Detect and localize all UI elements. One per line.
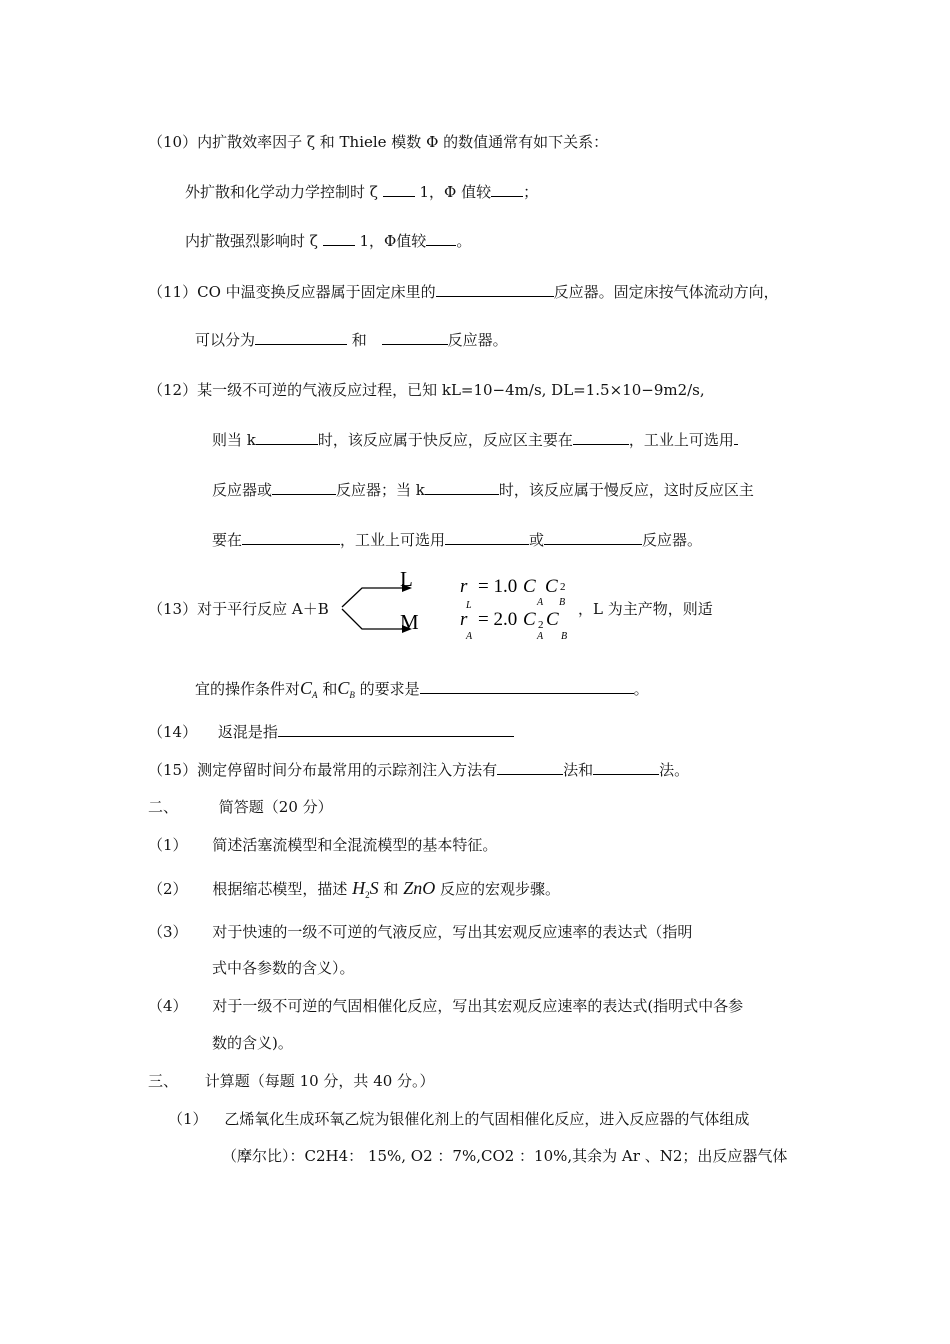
q12-blank-1[interactable]: [256, 430, 318, 445]
svg-text:A: A: [537, 597, 544, 608]
svg-text:= 1.0: = 1.0: [478, 576, 518, 597]
q15-blank-1[interactable]: [497, 760, 563, 775]
q10-blank-3[interactable]: [323, 231, 355, 246]
q12-blank-7[interactable]: [445, 530, 529, 545]
q12-line4-text-d: 反应器。: [642, 531, 703, 549]
product-M: M: [400, 610, 419, 634]
q14-line: [148, 722, 514, 742]
q13-blank[interactable]: [420, 679, 634, 694]
q10-line1: （10）内扩散效率因子 ζ 和 Thiele 模数 Φ 的数值通常有如下关系：: [148, 133, 609, 151]
q13-line2-text-b: 和: [322, 680, 338, 698]
s2-item-2: [148, 878, 560, 905]
q12-line3-text-c: 时，该反应属于慢反应，这时反应区主: [498, 481, 754, 499]
q12-line2: [212, 430, 738, 450]
q11-line1: [148, 282, 779, 302]
s2-item-4-text: 对于一级不可逆的气固相催化反应，写出其宏观反应速率的表达式(指明式中各参: [212, 997, 744, 1015]
q11-blank-2[interactable]: [255, 330, 347, 345]
q12-line1: （12）某一级不可逆的气液反应过程，已知 kL=10−4m/s, DL=1.5×10−9m2/s,: [148, 381, 705, 399]
product-L: L: [400, 568, 413, 591]
s2-item-4-num: （4）: [148, 997, 188, 1015]
section2-num: 二、: [148, 798, 179, 816]
q13-line2-text-d: 。: [633, 680, 649, 698]
s2-item-2-num: （2）: [148, 880, 188, 898]
svg-text:2: 2: [538, 619, 544, 631]
q11-line2-text-c: 反应器。: [447, 331, 508, 349]
s2-item-3: [148, 922, 692, 942]
svg-text:C: C: [523, 609, 536, 630]
s3-item-1-num: （1）: [168, 1110, 208, 1128]
s3-item-1: [168, 1109, 749, 1129]
q11-line2-text-b: 和: [351, 331, 367, 349]
q11-line1-text-b: 反应器。固定床按气体流动方向，: [553, 283, 779, 301]
s2-item-2-text-a: 根据缩芯模型，描述: [212, 880, 348, 898]
q12-blank-8[interactable]: [544, 530, 642, 545]
formula-ZnO: ZnO: [403, 878, 436, 898]
svg-text:C: C: [545, 576, 558, 597]
section2-heading: [148, 797, 333, 817]
q11-line2-text-a: 可以分为: [195, 331, 256, 349]
svg-text:r: r: [460, 576, 468, 597]
q10-line3-text-a: 内扩散强烈影响时 ζ: [185, 232, 318, 250]
q12-line4-text-c: 或: [529, 531, 545, 549]
q10-line2-text-a: 外扩散和化学动力学控制时 ζ: [185, 183, 378, 201]
s2-item-2-text-b: 和: [383, 880, 399, 898]
q13-prefix: （13）对于平行反应 A＋B: [148, 600, 329, 618]
svg-text:2: 2: [560, 581, 566, 593]
s2-item-3-text2: 式中各参数的含义）。: [212, 959, 355, 977]
rate-A-equation: [460, 609, 567, 642]
svg-text:A: A: [466, 631, 473, 642]
svg-text:= 2.0: = 2.0: [478, 609, 518, 630]
s2-item-3-text: 对于快速的一级不可逆的气液反应，写出其宏观反应速率的表达式（指明: [212, 923, 693, 941]
s2-item-2-text-c: 反应的宏观步骤。: [440, 880, 561, 898]
s2-item-3-num: （3）: [148, 923, 188, 941]
s2-item-4: [148, 996, 743, 1016]
q12-blank-6[interactable]: [242, 530, 340, 545]
svg-text:C: C: [523, 576, 536, 597]
q12-blank-4[interactable]: [272, 480, 336, 495]
q12-line4-text-b: ，工业上可选用: [340, 531, 446, 549]
section3-heading: [148, 1071, 435, 1091]
q12-blank-2[interactable]: [573, 430, 629, 445]
q10-blank-2[interactable]: [491, 182, 523, 197]
q10-line2-text-c: ；: [523, 183, 539, 201]
q10-line3-text-b: 1，Φ值较: [359, 232, 427, 250]
q11-line2: [195, 330, 508, 350]
s2-item-1: [148, 835, 497, 855]
s2-item-4-text2: 数的含义)。: [212, 1034, 293, 1052]
q15-text-b: 法和: [563, 761, 594, 779]
section2-title: 简答题（20 分）: [218, 798, 333, 816]
svg-text:r: r: [460, 609, 468, 630]
symbol-CA: $C_A$: [300, 678, 318, 700]
q12-line2-text-a: 则当 k: [212, 431, 256, 449]
formula-H2S: $H_2S$: [352, 878, 379, 900]
q14-blank[interactable]: [278, 722, 514, 737]
s3-item-1-line1: 乙烯氧化生成环氧乙烷为银催化剂上的气固相催化反应，进入反应器的气体组成: [224, 1110, 750, 1128]
q15-text-c: 法。: [659, 761, 690, 779]
q13-line2-text-c: 的要求是: [359, 680, 420, 698]
s2-item-1-text: 简述活塞流模型和全混流模型的基本特征。: [212, 836, 498, 854]
arrow-to-L: [342, 588, 402, 607]
q13-line2: [195, 678, 649, 705]
q10-line2-text-b: 1，Φ 值较: [419, 183, 492, 201]
q12-blank-5[interactable]: [425, 480, 499, 495]
q14-num: （14）: [148, 723, 198, 741]
q12-line3-text-a: 反应器或: [212, 481, 273, 499]
reaction-scheme: [340, 568, 600, 648]
q10-blank-4[interactable]: [426, 231, 456, 246]
q12-line2-text-b: 时，该反应属于快反应，反应区主要在: [317, 431, 573, 449]
q15-blank-2[interactable]: [593, 760, 659, 775]
q13-line2-text-a: 宜的操作条件对: [195, 680, 301, 698]
q10-line3: [185, 231, 471, 251]
symbol-CB: $C_B$: [337, 678, 355, 700]
q11-blank-1[interactable]: [436, 282, 554, 297]
q10-line3-text-c: 。: [456, 232, 472, 250]
q15-text-a: （15）测定停留时间分布最常用的示踪剂注入方法有: [148, 761, 498, 779]
q12-line4: [212, 530, 702, 550]
q14-text: 返混是指: [217, 723, 278, 741]
q13-suffix: ，L 为主产物，则适: [578, 600, 713, 618]
q11-line1-text-a: （11）CO 中温变换反应器属于固定床里的: [148, 283, 436, 301]
q10-line2: [185, 182, 538, 202]
q10-blank-1[interactable]: [383, 182, 415, 197]
svg-text:A: A: [537, 631, 544, 642]
rate-L-equation: [460, 576, 566, 611]
svg-text:B: B: [559, 597, 566, 608]
svg-text:C: C: [546, 609, 559, 630]
section3-title: 计算题（每题 10 分，共 40 分。）: [204, 1072, 435, 1090]
q12-blank-3[interactable]: [734, 430, 738, 445]
arrow-to-M: [342, 609, 402, 629]
q11-blank-3[interactable]: [382, 330, 448, 345]
q12-line2-text-c: ，工业上可选用: [628, 431, 734, 449]
q12-line3: [212, 480, 754, 500]
q15-line: [148, 760, 689, 780]
svg-text:L: L: [466, 600, 472, 611]
q12-line3-text-b: 反应器；当 k: [336, 481, 425, 499]
s2-item-1-num: （1）: [148, 836, 188, 854]
section3-num: 三、: [148, 1072, 179, 1090]
s3-item-1-line2: （摩尔比）：C2H4： 15%, O2 ：7%,CO2 ：10%,其余为 Ar 、N2；出反应器气体: [222, 1147, 788, 1165]
q12-line4-text-a: 要在: [212, 531, 243, 549]
svg-text:B: B: [561, 631, 568, 642]
